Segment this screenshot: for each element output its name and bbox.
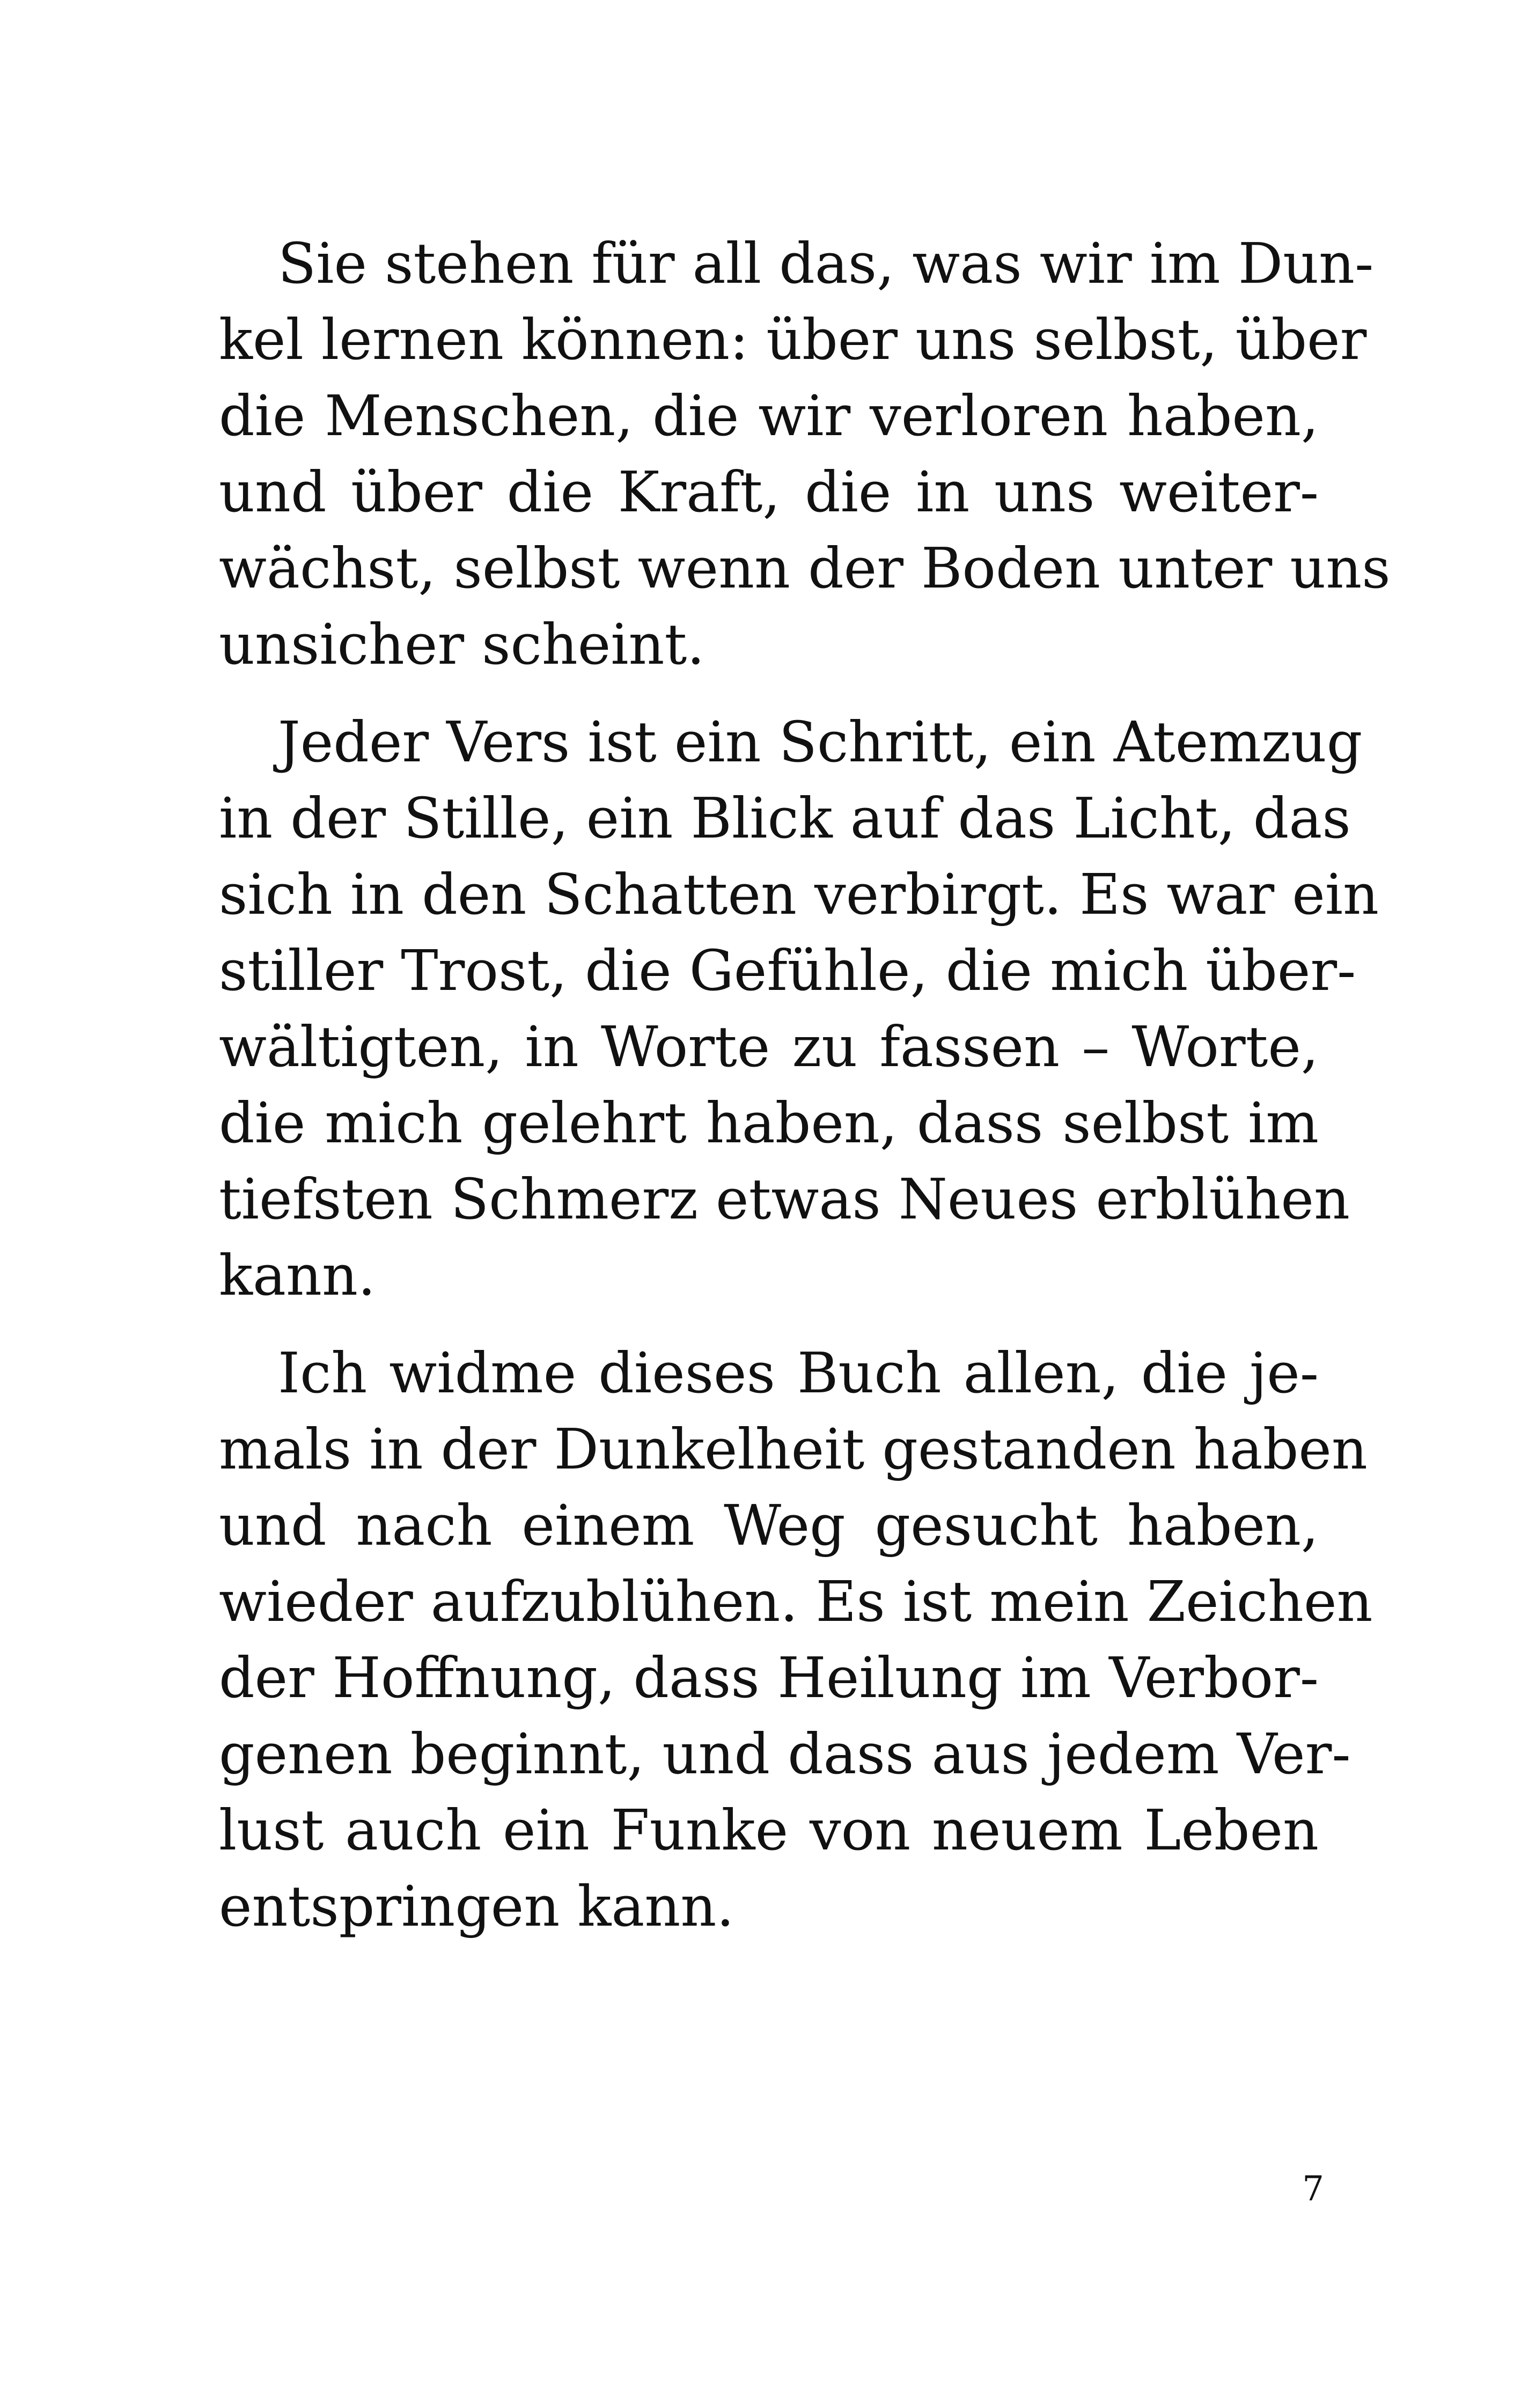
text-line: der Hoffnung, dass Heilung im Verbor- [219, 1645, 1319, 1710]
text-line: unsicher scheint. [219, 612, 705, 677]
text-line: in der Stille, ein Blick auf das Licht, das [219, 785, 1351, 851]
text-line: Ich widme dieses Buch allen, die je- [278, 1340, 1319, 1406]
text-line: wieder aufzublühen. Es ist mein Zeichen [219, 1569, 1373, 1634]
text-line: wächst, selbst wenn der Boden unter uns [219, 535, 1391, 601]
page-number: 7 [1302, 2169, 1324, 2209]
text-line: und nach einem Weg gesucht haben, [219, 1493, 1319, 1558]
text-line: sich in den Schatten verbirgt. Es war ein [219, 862, 1379, 927]
text-line: tiefsten Schmerz etwas Neues erblühen [219, 1166, 1350, 1232]
text-line: Sie stehen für all das, was wir im Dun- [278, 231, 1374, 296]
text-line: kann. [219, 1243, 376, 1308]
body-text [219, 225, 1391, 1944]
text-line: entspringen kann. [219, 1874, 734, 1939]
text-line: stiller Trost, die Gefühle, die mich über- [219, 938, 1356, 1003]
text-line: genen beginnt, und dass aus jedem Ver- [219, 1721, 1351, 1787]
paragraph-1 [219, 225, 1391, 682]
text-line: die mich gelehrt haben, dass selbst im [219, 1090, 1319, 1156]
text-line: und über die Kraft, die in uns weiter- [219, 459, 1319, 525]
text-line: lust auch ein Funke von neuem Leben [219, 1797, 1319, 1863]
text-line: wältigten, in Worte zu fassen – Worte, [219, 1014, 1319, 1080]
text-line: kel lernen können: über uns selbst, über [219, 307, 1367, 372]
text-line: mals in der Dunkelheit gestanden haben [219, 1416, 1368, 1482]
paragraph-2 [219, 704, 1379, 1313]
paragraph-3 [219, 1335, 1373, 1944]
text-line: die Menschen, die wir verloren haben, [219, 383, 1319, 449]
text-line: Jeder Vers ist ein Schritt, ein Atemzug [278, 709, 1363, 775]
